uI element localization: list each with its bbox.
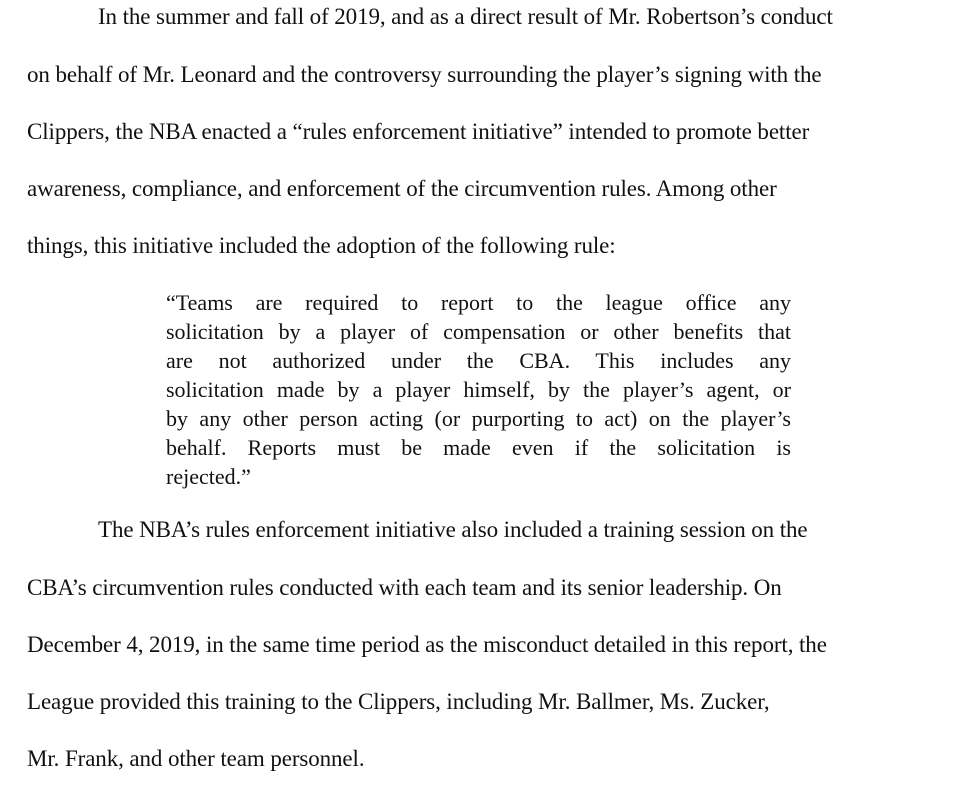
paragraph-2-line-3: December 4, 2019, in the same time period as the misconduct detailed in this report, the (27, 632, 827, 657)
paragraph-2-line-5: Mr. Frank, and other team personnel. (27, 746, 365, 771)
block-quote-line-2: solicitation by a player of compensation or other benefits that (166, 319, 791, 344)
paragraph-2-line-2: CBA’s circumvention rules conducted with each team and its senior leadership. On (27, 575, 782, 600)
paragraph-1-line-5: things, this initiative included the adoption of the following rule: (27, 233, 616, 258)
paragraph-1-line-3: Clippers, the NBA enacted a “rules enforcement initiative” intended to promote better (27, 119, 810, 144)
paragraph-1-line-2: on behalf of Mr. Leonard and the controversy surrounding the player’s signing with the (27, 62, 822, 87)
block-quote-line-5: by any other person acting (or purporting to act) on the player’s (166, 406, 791, 431)
paragraph-1-line-1: In the summer and fall of 2019, and as a direct result of Mr. Robertson’s conduct (98, 4, 833, 29)
block-quote-line-6: behalf. Reports must be made even if the solicitation is (166, 435, 791, 460)
paragraph-2-line-4: League provided this training to the Clippers, including Mr. Ballmer, Ms. Zucker, (27, 689, 770, 714)
paragraph-1-line-4: awareness, compliance, and enforcement of the circumvention rules. Among other (27, 176, 777, 201)
block-quote (166, 288, 791, 491)
block-quote-line-1: “Teams are required to report to the league office any (166, 290, 791, 315)
block-quote-line-3: are not authorized under the CBA. This includes any (166, 348, 791, 373)
block-quote-line-7: rejected.” (166, 464, 251, 489)
paragraph-2-line-1: The NBA’s rules enforcement initiative also included a training session on the (98, 517, 808, 542)
block-quote-line-4: solicitation made by a player himself, by the player’s agent, or (166, 377, 791, 402)
